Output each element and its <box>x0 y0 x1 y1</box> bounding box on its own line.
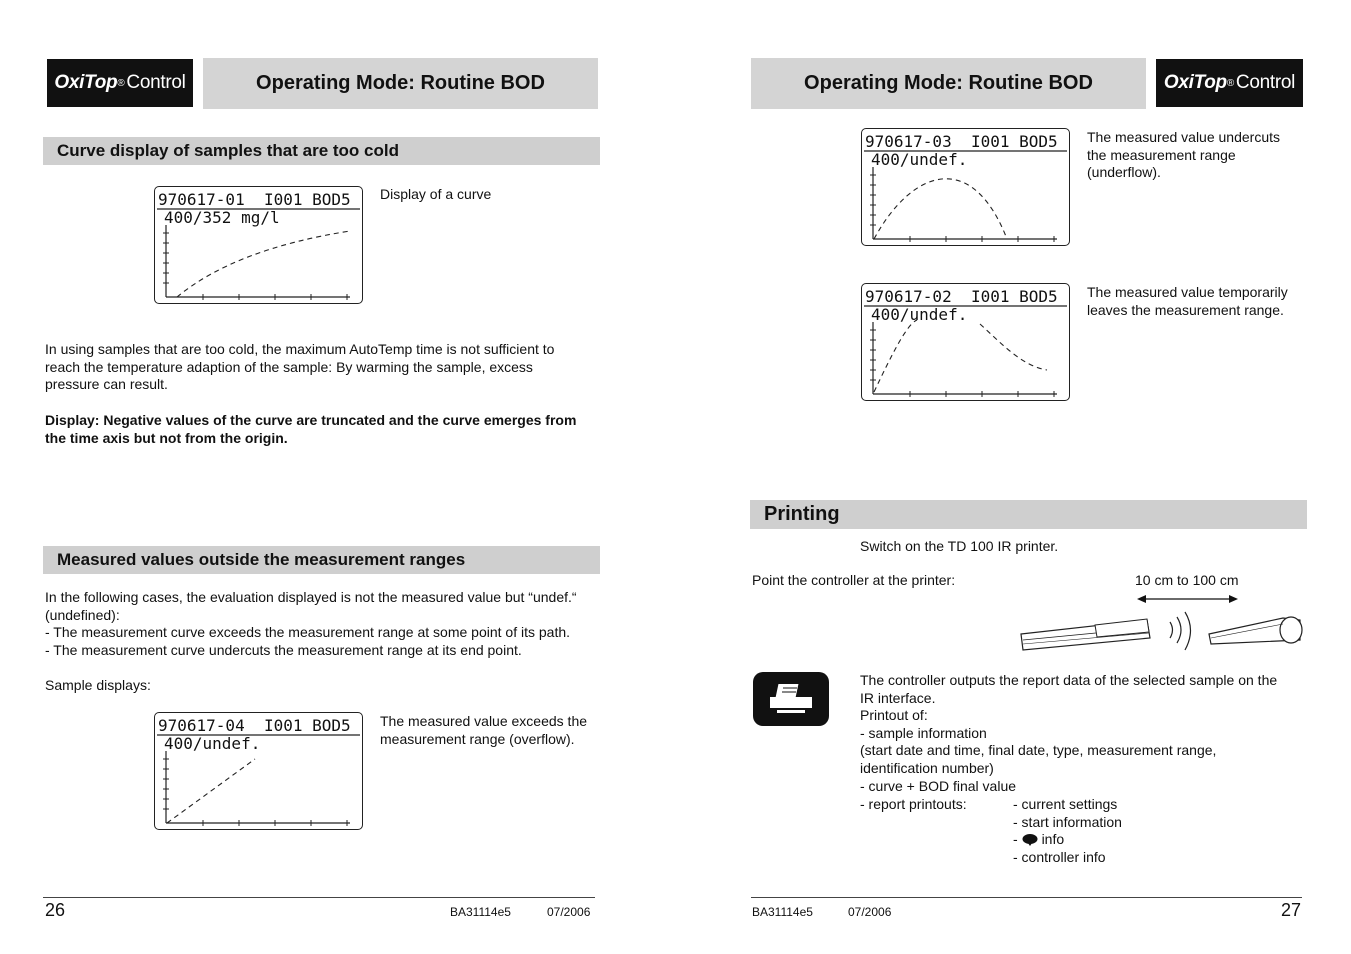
page-title-right: Operating Mode: Routine BOD <box>751 58 1146 109</box>
logo-product: Control <box>126 72 186 93</box>
lcd-display-cold <box>154 186 363 304</box>
lcd-display-underflow <box>861 128 1070 246</box>
printer-symbol-icon <box>753 672 829 726</box>
doc-id-left: BA31114e5 <box>450 905 511 919</box>
lcd-curve-temporary <box>862 284 1070 401</box>
lcd-line2: 400/undef. <box>871 305 968 324</box>
lcd-line1: 970617-04 I001 BOD5 <box>158 716 351 735</box>
page-number-right: 27 <box>1281 900 1302 920</box>
controller-icon <box>1021 619 1150 650</box>
logo-reg: ® <box>1226 77 1234 89</box>
printing-step-point: Point the controller at the printer: <box>752 572 956 588</box>
lcd-curve-cold <box>155 187 363 304</box>
lcd-curve-overflow <box>155 713 363 830</box>
paragraph-cold-samples: In using samples that are too cold, the maximum AutoTemp time is not sufficient to reach the temperature adaption of the sample: By warming the sample, excess pressure can result. <box>45 341 555 393</box>
report-item-start-information: - start information <box>1013 814 1122 830</box>
caption-temporary: The measured value temporarily leaves the measurement range. <box>1087 284 1288 318</box>
lcd-line2: 400/352 mg/l <box>164 208 280 227</box>
report-printouts-label: - report printouts: <box>860 796 967 812</box>
report-item-controller-info: - controller info <box>1013 849 1106 865</box>
caption-overflow: The measured value exceeds the measurement range (overflow). <box>380 713 588 747</box>
printer-icon <box>1209 617 1302 644</box>
lcd-line1: 970617-02 I001 BOD5 <box>865 287 1058 306</box>
caption-underflow: The measured value undercuts the measurement range (underflow). <box>1087 129 1280 181</box>
lcd-curve-underflow <box>862 129 1070 246</box>
distance-label: 10 cm to 100 cm <box>1135 572 1239 588</box>
sample-displays-label: Sample displays: <box>45 677 151 693</box>
date-left: 07/2006 <box>547 905 591 919</box>
printing-description: The controller outputs the report data of the selected sample on the IR interface. Printout of: - sample information (start date and time, final date, type, measurement range, identification number) - curve + BOD final value <box>860 672 1278 794</box>
lcd-display-overflow <box>154 712 363 830</box>
caption-curve-display: Display of a curve <box>380 186 492 202</box>
section-heading-outside-range: Measured values outside the measurement ranges <box>43 546 600 574</box>
section-heading-cold: Curve display of samples that are too cold <box>43 137 600 165</box>
logo-reg: ® <box>117 77 125 89</box>
page-number-left: 26 <box>45 900 66 920</box>
lcd-display-temporary <box>861 283 1070 401</box>
date-right: 07/2006 <box>848 905 892 919</box>
report-item-info <box>1013 831 1064 849</box>
printing-step-switch-on: Switch on the TD 100 IR printer. <box>860 538 1059 554</box>
lcd-line2: 400/undef. <box>164 734 261 753</box>
cloud-icon <box>1022 834 1038 846</box>
ir-waves-icon <box>1170 612 1191 650</box>
footer-rule-left <box>43 897 595 898</box>
logo-brand: OxiTop <box>1163 72 1227 93</box>
doc-id-right: BA31114e5 <box>752 905 813 919</box>
report-item-current-settings: - current settings <box>1013 796 1118 812</box>
footer-rule-right <box>751 897 1302 898</box>
oxitop-logo-right <box>1156 59 1303 107</box>
lcd-line1: 970617-01 I001 BOD5 <box>158 190 351 209</box>
lcd-line1: 970617-03 I001 BOD5 <box>865 132 1058 151</box>
logo-product: Control <box>1235 72 1296 93</box>
controller-printer-illustration <box>1015 588 1310 660</box>
oxitop-logo-left <box>47 59 193 107</box>
section-heading-printing: Printing <box>750 500 1307 529</box>
page-title-left: Operating Mode: Routine BOD <box>203 58 598 109</box>
logo-brand: OxiTop <box>54 72 118 93</box>
report-item-info-prefix: - <box>1013 831 1022 847</box>
paragraph-undef-cases: In the following cases, the evaluation displayed is not the measured value but “undef.“ (undefined): - The measurement curve exceeds the measurement range at some point of its path. - The measurement curve undercuts the measurement range at its end point. <box>45 589 577 658</box>
report-item-info-label: info <box>1041 831 1065 847</box>
lcd-line2: 400/undef. <box>871 150 968 169</box>
paragraph-display-note: Display: Negative values of the curve are truncated and the curve emerges from the time axis but not from the origin. <box>45 412 577 446</box>
